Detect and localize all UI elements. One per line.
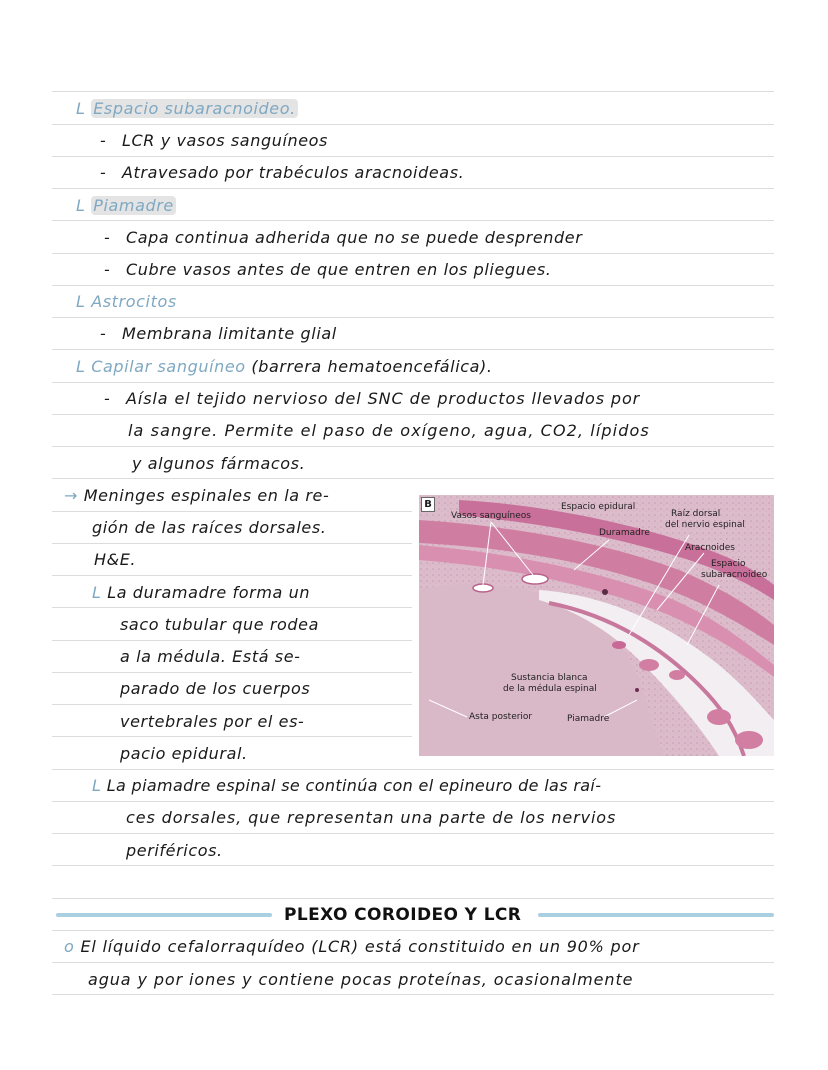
label-vasos-sanguineos: Vasos sanguíneos	[451, 511, 531, 521]
dash-marker: -	[100, 324, 107, 343]
arrow-marker: →	[64, 486, 79, 505]
subheading-capilar: Capilar sanguíneo	[91, 357, 246, 376]
bullet-marker: L	[92, 583, 102, 602]
ruled-line	[52, 672, 412, 673]
label-sustancia-blanca: Sustancia blanca	[511, 673, 588, 683]
label-espacio-epidural: Espacio epidural	[561, 502, 636, 512]
circle-bullet: o	[64, 937, 75, 956]
ruled-line	[52, 575, 412, 576]
note-text: y algunos fármacos.	[132, 454, 306, 473]
label-nervio-espinal: del nervio espinal	[665, 520, 745, 530]
ruled-line	[52, 220, 774, 221]
note-line-8	[100, 324, 337, 343]
note-line-6	[104, 260, 551, 279]
note-line-3	[100, 163, 464, 182]
ruled-line	[52, 511, 412, 512]
ruled-line	[52, 349, 774, 350]
note-text: H&E.	[94, 550, 137, 569]
note-line-15	[94, 550, 136, 569]
ruled-line	[52, 188, 774, 189]
ruled-line	[52, 865, 774, 866]
bullet-marker: L	[92, 776, 102, 795]
note-line-20	[120, 712, 304, 731]
ruled-line	[52, 382, 774, 383]
ruled-line	[52, 704, 412, 705]
ruled-line	[52, 414, 774, 415]
note-text: saco tubular que rodea	[120, 615, 320, 634]
section-line-2	[88, 970, 633, 989]
dash-marker: -	[104, 228, 111, 247]
figure-letter: B	[421, 497, 435, 512]
note-line-12	[132, 454, 305, 473]
label-medula-espinal: de la médula espinal	[503, 684, 597, 694]
label-duramadre: Duramadre	[599, 528, 650, 538]
ruled-line	[52, 91, 774, 92]
ruled-line	[52, 317, 774, 318]
ruled-line	[52, 640, 412, 641]
ruled-line	[52, 994, 774, 995]
note-line-7	[76, 292, 177, 311]
ruled-line	[52, 446, 774, 447]
note-line-2	[100, 131, 328, 150]
note-text: Aísla el tejido nervioso del SNC de productos llevados por	[126, 389, 641, 408]
note-text: la sangre. Permite el paso de oxígeno, agua, CO2, lípidos	[128, 421, 650, 440]
note-text: vertebrales por el es-	[120, 712, 305, 731]
ruled-line	[52, 833, 774, 834]
ruled-line	[52, 253, 774, 254]
note-line-4	[76, 196, 176, 215]
note-line-17	[120, 615, 319, 634]
note-line-18	[120, 647, 301, 666]
ruled-line	[52, 285, 774, 286]
ruled-line	[52, 543, 412, 544]
ruled-line	[52, 607, 412, 608]
subheading-espacio-subaracnoideo: Espacio subaracnoideo.	[93, 99, 296, 118]
note-text: Meninges espinales en la re-	[83, 486, 330, 505]
note-text: La duramadre forma un	[107, 583, 311, 602]
note-line-19	[120, 679, 310, 698]
note-text: gión de las raíces dorsales.	[92, 518, 327, 537]
section-line-1	[64, 937, 639, 956]
section-text: El líquido cefalorraquídeo (LCR) está constituido en un 90% por	[80, 937, 640, 956]
ruled-line	[52, 124, 774, 125]
dash-marker: -	[104, 389, 111, 408]
note-text: Atravesado por trabéculos aracnoideas.	[122, 163, 465, 182]
note-text: Cubre vasos antes de que entren en los pliegues.	[126, 260, 552, 279]
note-line-5	[104, 228, 582, 247]
heading-bar-right	[538, 913, 774, 917]
bullet-marker: L	[76, 196, 86, 215]
label-asta-posterior: Asta posterior	[469, 712, 533, 722]
note-line-13	[64, 486, 329, 505]
note-line-10	[104, 389, 640, 408]
note-line-24	[126, 841, 223, 860]
note-line-9	[76, 357, 493, 376]
note-text: pacio epidural.	[120, 744, 248, 763]
note-line-14	[92, 518, 326, 537]
section-text: agua y por iones y contiene pocas proteínas, ocasionalmente	[88, 970, 634, 989]
heading-bar-left	[56, 913, 272, 917]
bullet-marker: L	[76, 99, 86, 118]
label-piamadre: Piamadre	[567, 714, 610, 724]
bullet-marker: L	[76, 357, 86, 376]
dash-marker: -	[100, 163, 107, 182]
note-line-11	[128, 421, 650, 440]
subheading-astrocitos: Astrocitos	[91, 292, 177, 311]
note-line-1	[76, 99, 298, 118]
histology-figure	[419, 495, 774, 756]
note-text: ces dorsales, que representan una parte de los nervios	[126, 808, 617, 827]
note-line-23	[126, 808, 616, 827]
note-text: (barrera hematoencefálica).	[251, 357, 493, 376]
note-line-22	[92, 776, 601, 795]
note-line-21	[120, 744, 248, 763]
note-line-16	[92, 583, 310, 602]
ruled-line	[52, 801, 774, 802]
note-text: LCR y vasos sanguíneos	[122, 131, 328, 150]
ruled-line	[52, 156, 774, 157]
note-text: Capa continua adherida que no se puede desprender	[126, 228, 583, 247]
ruled-line	[52, 769, 774, 770]
ruled-line	[52, 930, 774, 931]
subheading-piamadre: Piamadre	[93, 196, 174, 215]
label-espacio: Espacio	[711, 559, 746, 569]
note-text: Membrana limitante glial	[122, 324, 337, 343]
dash-marker: -	[100, 131, 107, 150]
heading-title: PLEXO COROIDEO Y LCR	[284, 905, 522, 925]
section-heading	[56, 905, 774, 923]
ruled-line	[52, 736, 412, 737]
dash-marker: -	[104, 260, 111, 279]
ruled-line	[52, 962, 774, 963]
label-aracnoides: Aracnoides	[685, 543, 735, 553]
note-text: periféricos.	[126, 841, 223, 860]
ruled-line	[52, 898, 774, 899]
bullet-marker: L	[76, 292, 86, 311]
ruled-line	[52, 478, 774, 479]
note-text: La piamadre espinal se continúa con el epineuro de las raí-	[106, 776, 602, 795]
note-text: a la médula. Está se-	[120, 647, 301, 666]
label-subaracnoideo: subaracnoideo	[701, 570, 768, 580]
label-raiz-dorsal: Raíz dorsal	[671, 509, 721, 519]
note-text: parado de los cuerpos	[120, 679, 311, 698]
